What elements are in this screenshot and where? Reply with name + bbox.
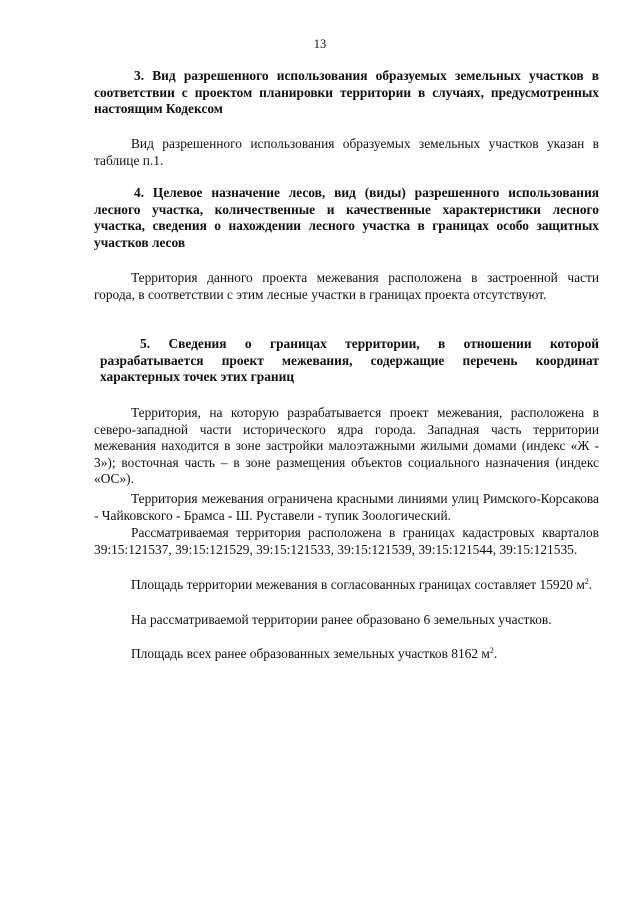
- area-period: .: [588, 577, 593, 592]
- section-5-heading: 5. Сведения о границах территории, в отношении которой разрабатывается проект межевания, содержащие перечень координат характерных точек этих границ: [100, 336, 599, 385]
- page-number: 13: [313, 37, 327, 51]
- section-5-paragraph-2: Территория межевания ограничена красными линиями улиц Римского-Корсакова - Чайковского - Брамса - Ш. Руставели - тупик Зоологический.: [94, 491, 599, 523]
- section-3-body: Вид разрешенного использования образуемых земельных участков указан в таблице п.1.: [94, 136, 599, 168]
- section-4-heading: 4. Целевое назначение лесов, вид (виды) разрешенного использования лесного участка, количественные и качественные характеристики лесного участка, сведения о нахождении лесного участка в границах особо защитных участков лесов: [94, 185, 599, 250]
- parcels-area-period: .: [493, 646, 498, 661]
- section-5-paragraph-4: [94, 577, 599, 594]
- area-text: Площадь территории межевания в согласованных границах составляет 15920 м: [131, 577, 585, 592]
- section-5-paragraph-6: [94, 646, 599, 663]
- section-5-paragraph-5: На рассматриваемой территории ранее образовано 6 земельных участков.: [131, 612, 552, 627]
- area-superscript: 2: [584, 577, 589, 586]
- section-5-paragraph-1: Территория, на которую разрабатывается проект межевания, расположена в северо-западной части исторического ядра города. Западная часть территории межевания находится в зоне застройки малоэтажными жилыми домами (индекс «Ж - 3»); восточная часть – в зоне размещения объектов социального назначения (индекс «ОС»).: [94, 405, 599, 487]
- section-5-paragraph-3: Рассматриваемая территория расположена в границах кадастровых кварталов 39:15:121537, 39:15:121529, 39:15:121533, 39:15:121539, 39:15:121544, 39:15:121535.: [94, 525, 599, 557]
- section-4-body: Территория данного проекта межевания расположена в застроенной части города, в соответствии с этим лесные участки в границах проекта отсутствуют.: [94, 270, 599, 302]
- parcels-area-text: Площадь всех ранее образованных земельных участков 8162 м: [131, 646, 490, 661]
- parcels-area-superscript: 2: [489, 646, 494, 655]
- section-3-heading: 3. Вид разрешенного использования образуемых земельных участков в соответствии с проектом планировки территории в случаях, предусмотренных настоящим Кодексом: [94, 68, 599, 117]
